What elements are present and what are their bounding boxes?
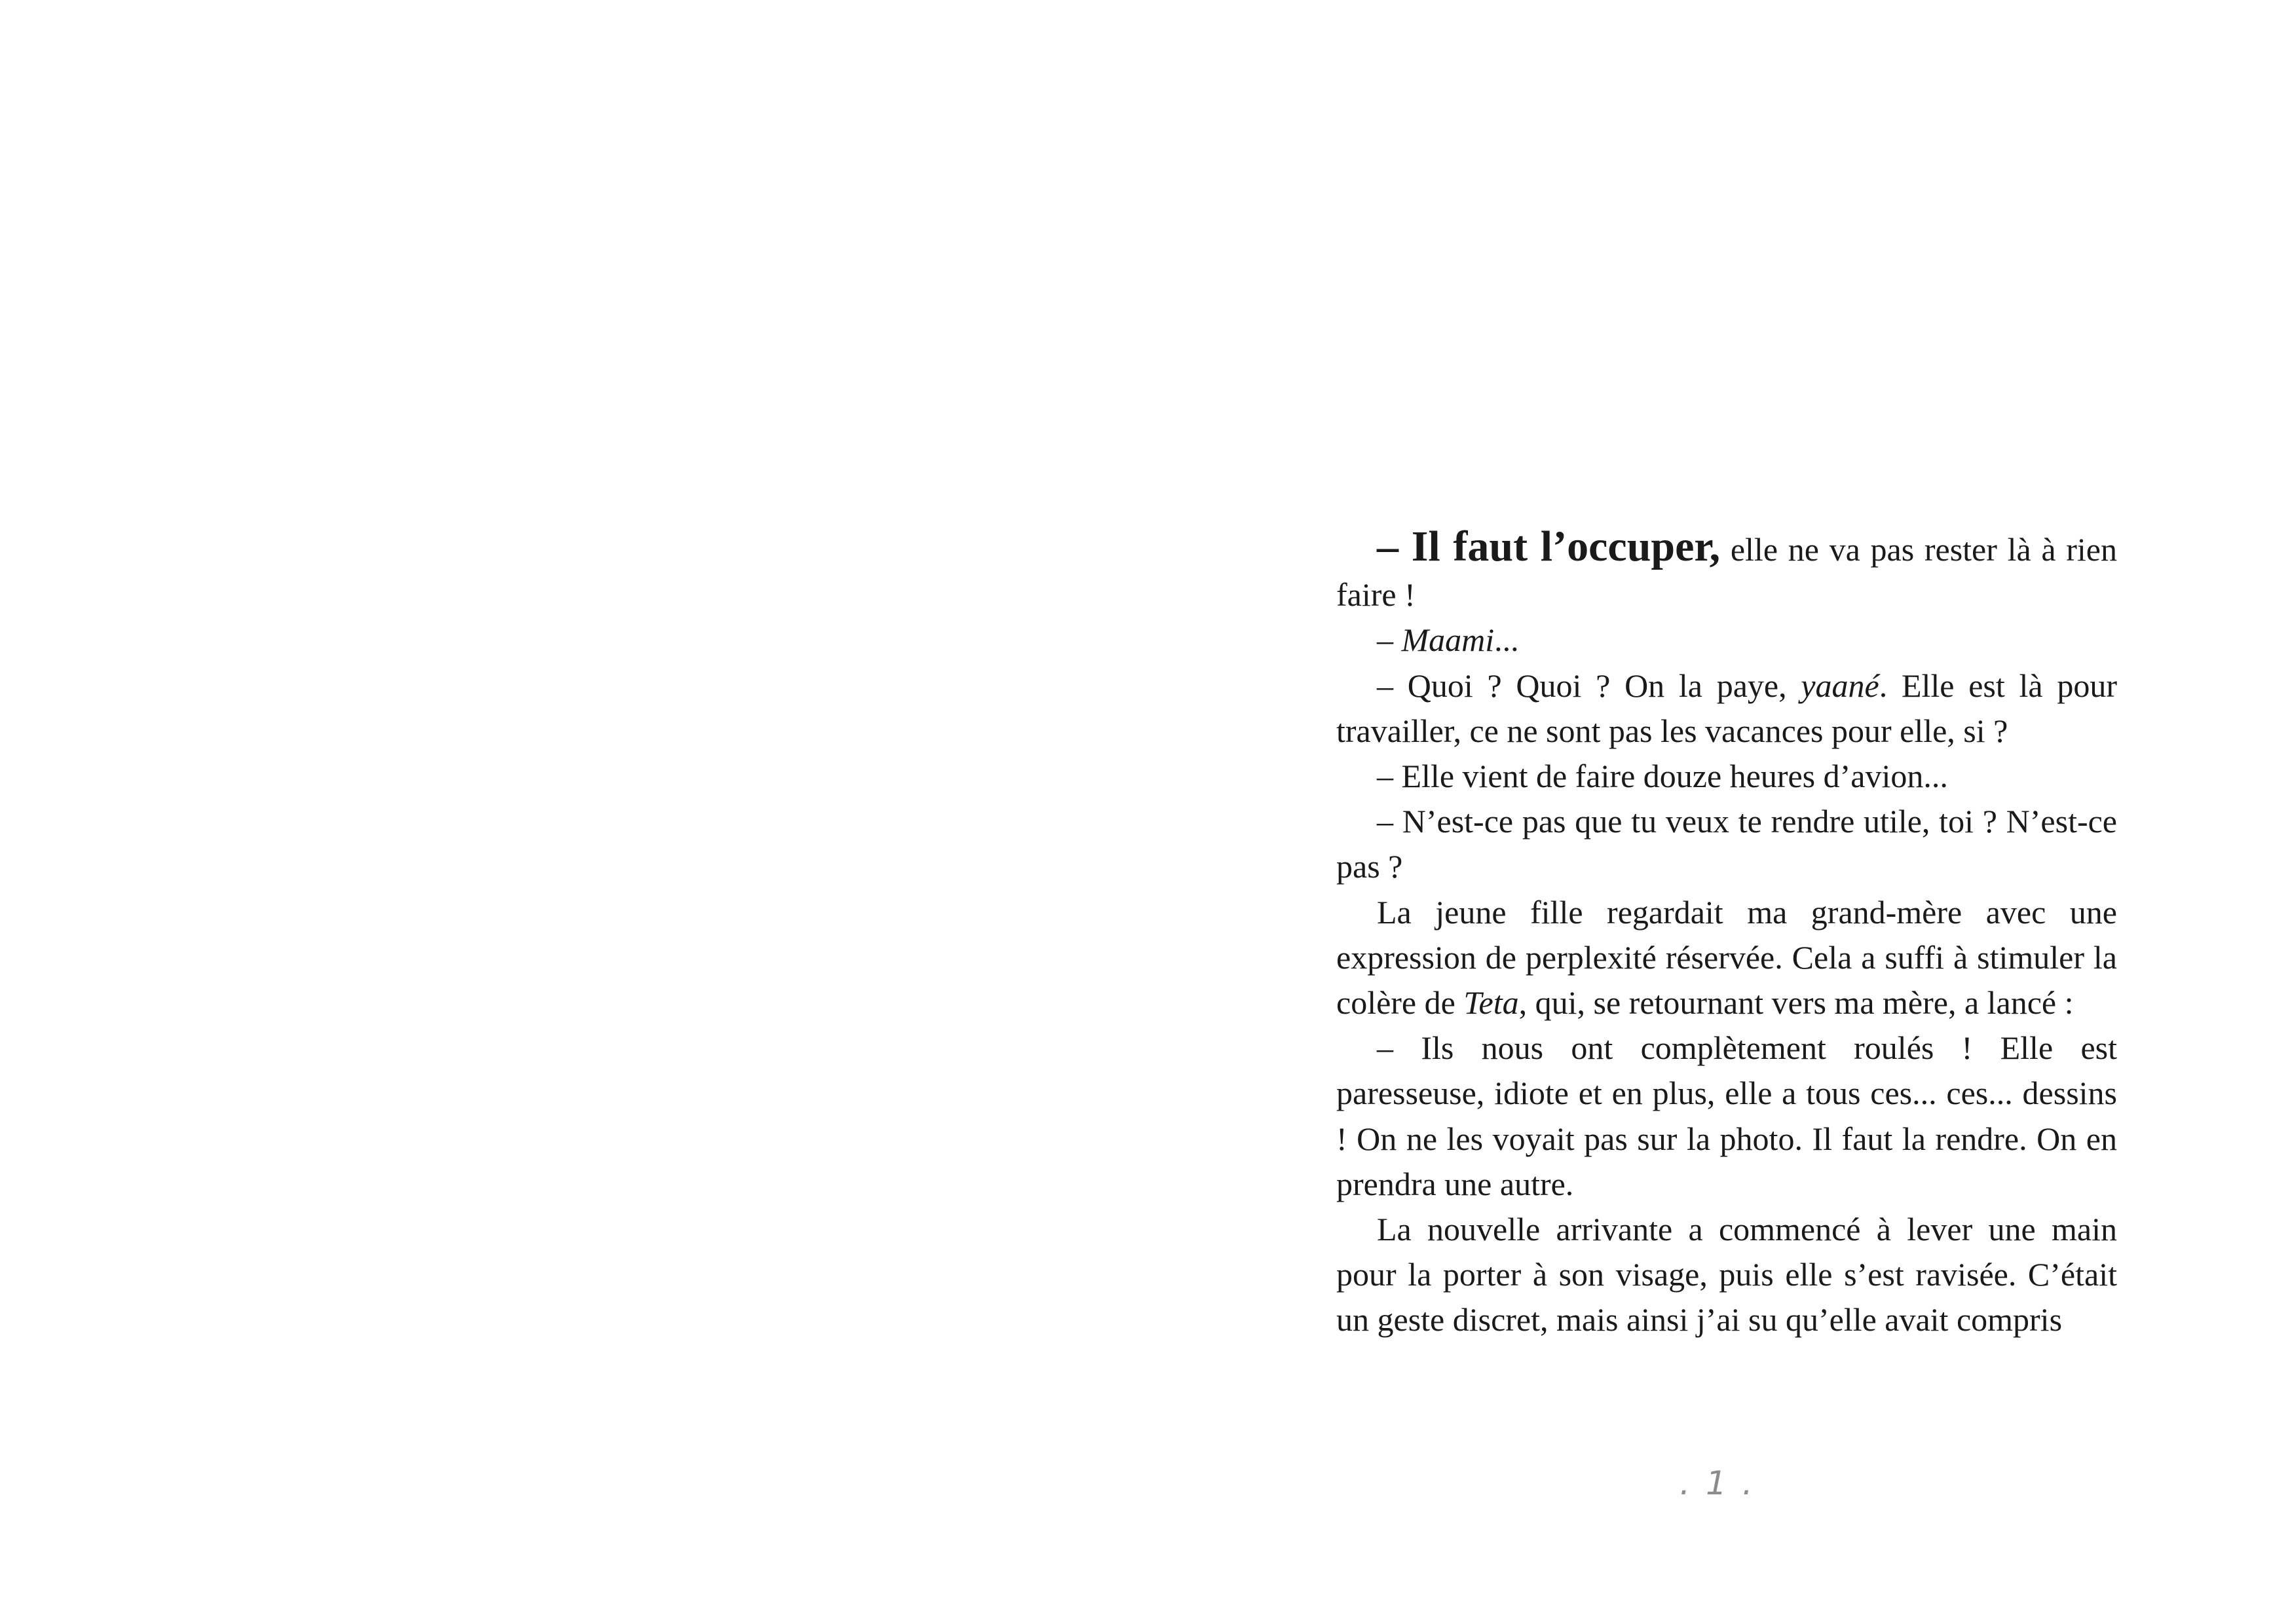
paragraph-6-text-b: , qui, se retournant vers ma mère, a lancé : — [1518, 984, 2074, 1022]
paragraph-3 — [1336, 663, 2117, 754]
paragraph-4 — [1336, 754, 2117, 799]
body-text — [1336, 524, 2117, 1343]
paragraph-2-ellipsis: ... — [1494, 621, 1519, 659]
paragraph-4-text: – Elle vient de faire douze heures d’avion... — [1377, 758, 1948, 795]
paragraph-3-text-b: . Elle est là pour travailler, ce ne sont pas les vacances pour elle, si ? — [1336, 667, 2117, 749]
paragraph-2-dash: – — [1377, 621, 1402, 659]
paragraph-5-text: – N’est-ce pas que tu veux te rendre utile, toi ? N’est-ce pas ? — [1336, 803, 2117, 885]
lead-phrase: – Il faut l’occuper, — [1377, 523, 1721, 570]
italic-word-maami: Maami — [1401, 621, 1495, 659]
paragraph-8-text: La nouvelle arrivante a commencé à lever une main pour la porter à son visage, puis elle s’est ravisée. C’était un geste discret, mais ainsi j’ai su qu’elle avait compris — [1336, 1211, 2117, 1338]
paragraph-8 — [1336, 1207, 2117, 1343]
right-page — [1145, 0, 2290, 1624]
paragraph-7-text: – Ils nous ont complètement roulés ! Elle est paresseuse, idiote et en plus, elle a tous ces... ces... dessins ! On ne les voyait pas sur la photo. Il faut la rendre. On en prendra une autre. — [1336, 1029, 2117, 1202]
paragraph-2 — [1336, 618, 2117, 663]
italic-word-yaane: yaané — [1801, 667, 1879, 704]
italic-word-teta: Teta — [1463, 984, 1519, 1022]
page-number: . 1 . — [1680, 1464, 1755, 1502]
paragraph-6 — [1336, 890, 2117, 1026]
paragraph-7 — [1336, 1025, 2117, 1207]
paragraph-1 — [1336, 524, 2117, 618]
paragraph-1-text: elle ne va pas rester là à rien faire ! — [1336, 531, 2118, 614]
paragraph-5 — [1336, 799, 2117, 889]
paragraph-3-text-a: – Quoi ? Quoi ? On la paye, — [1377, 667, 1801, 704]
paragraph-6-text-a: La jeune fille regardait ma grand-mère avec une expression de perplexité réservée. Cela a suffi à stimuler la colère de — [1336, 893, 2117, 1022]
